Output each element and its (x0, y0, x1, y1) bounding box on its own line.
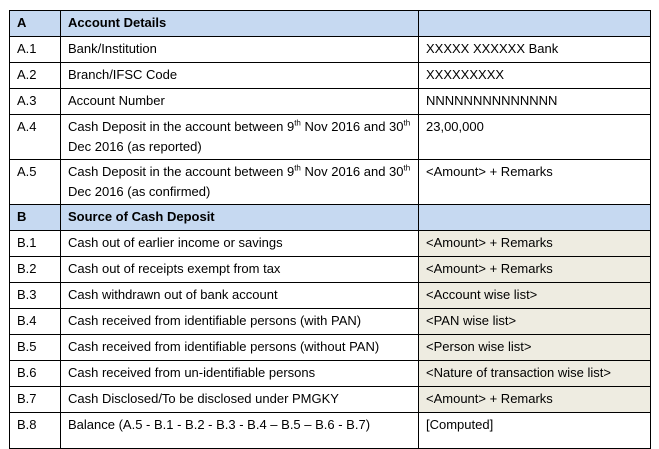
table-row (10, 309, 651, 335)
row-value-cell: <Nature of transaction wise list> (419, 361, 651, 387)
row-id-cell: B.5 (10, 335, 61, 361)
row-value-cell: XXXXX XXXXXX Bank (419, 37, 651, 63)
row-description-cell (61, 115, 419, 160)
row-description-cell: Cash received from identifiable persons (with PAN) (61, 309, 419, 335)
row-id-cell: A.2 (10, 63, 61, 89)
row-description-cell: Cash received from identifiable persons (without PAN) (61, 335, 419, 361)
row-description-cell: Cash out of earlier income or savings (61, 231, 419, 257)
row-id-cell: B.1 (10, 231, 61, 257)
row-value-cell (419, 205, 651, 231)
table-row (10, 37, 651, 63)
row-id-cell: A.5 (10, 160, 61, 205)
row-value-cell: <Amount> + Remarks (419, 231, 651, 257)
description-text: Dec 2016 (as confirmed) (68, 184, 211, 199)
row-description-cell: Account Details (61, 11, 419, 37)
row-value-cell: <Account wise list> (419, 283, 651, 309)
row-value-cell: <Person wise list> (419, 335, 651, 361)
row-id-cell: A (10, 11, 61, 37)
row-id-cell: B.8 (10, 413, 61, 449)
table-row (10, 387, 651, 413)
description-text: Cash Deposit in the account between 9 (68, 164, 295, 179)
cash-deposit-account-table (9, 10, 651, 449)
row-description-cell: Cash Disclosed/To be disclosed under PMGKY (61, 387, 419, 413)
row-id-cell: B.4 (10, 309, 61, 335)
table-row (10, 160, 651, 205)
table-row (10, 257, 651, 283)
row-description-cell: Account Number (61, 89, 419, 115)
table-row (10, 283, 651, 309)
row-value-cell: 23,00,000 (419, 115, 651, 160)
ordinal-superscript: th (294, 118, 301, 128)
table-row (10, 63, 651, 89)
section-header-row (10, 205, 651, 231)
table-row (10, 413, 651, 449)
row-value-cell: <Amount> + Remarks (419, 387, 651, 413)
row-description-cell: Balance (A.5 - B.1 - B.2 - B.3 - B.4 – B.5 – B.6 - B.7) (61, 413, 419, 449)
row-id-cell: B.2 (10, 257, 61, 283)
row-description-cell: Cash out of receipts exempt from tax (61, 257, 419, 283)
row-value-cell: <Amount> + Remarks (419, 160, 651, 205)
description-text: Cash Deposit in the account between 9 (68, 119, 295, 134)
row-value-cell: <PAN wise list> (419, 309, 651, 335)
row-description-cell: Source of Cash Deposit (61, 205, 419, 231)
row-description-cell (61, 160, 419, 205)
row-id-cell: A.3 (10, 89, 61, 115)
table-row (10, 335, 651, 361)
row-description-cell: Cash received from un-identifiable persons (61, 361, 419, 387)
table-row (10, 89, 651, 115)
row-description-cell: Cash withdrawn out of bank account (61, 283, 419, 309)
row-id-cell: A.1 (10, 37, 61, 63)
ordinal-superscript: th (403, 163, 411, 173)
row-value-cell: XXXXXXXXX (419, 63, 651, 89)
table-row (10, 231, 651, 257)
table-row (10, 115, 651, 160)
description-text: Nov 2016 and 30 (300, 164, 404, 179)
row-id-cell: B (10, 205, 61, 231)
description-text: Dec 2016 (as reported) (68, 139, 202, 154)
row-value-cell: <Amount> + Remarks (419, 257, 651, 283)
row-description-cell: Bank/Institution (61, 37, 419, 63)
ordinal-superscript: th (294, 163, 301, 173)
table-row (10, 361, 651, 387)
table-body (10, 11, 651, 449)
row-description-cell: Branch/IFSC Code (61, 63, 419, 89)
row-id-cell: B.3 (10, 283, 61, 309)
row-id-cell: B.6 (10, 361, 61, 387)
section-header-row (10, 11, 651, 37)
ordinal-superscript: th (403, 118, 411, 128)
row-id-cell: A.4 (10, 115, 61, 160)
row-id-cell: B.7 (10, 387, 61, 413)
row-value-cell: NNNNNNNNNNNNNN (419, 89, 651, 115)
description-text: Nov 2016 and 30 (300, 119, 404, 134)
row-value-cell: [Computed] (419, 413, 651, 449)
row-value-cell (419, 11, 651, 37)
